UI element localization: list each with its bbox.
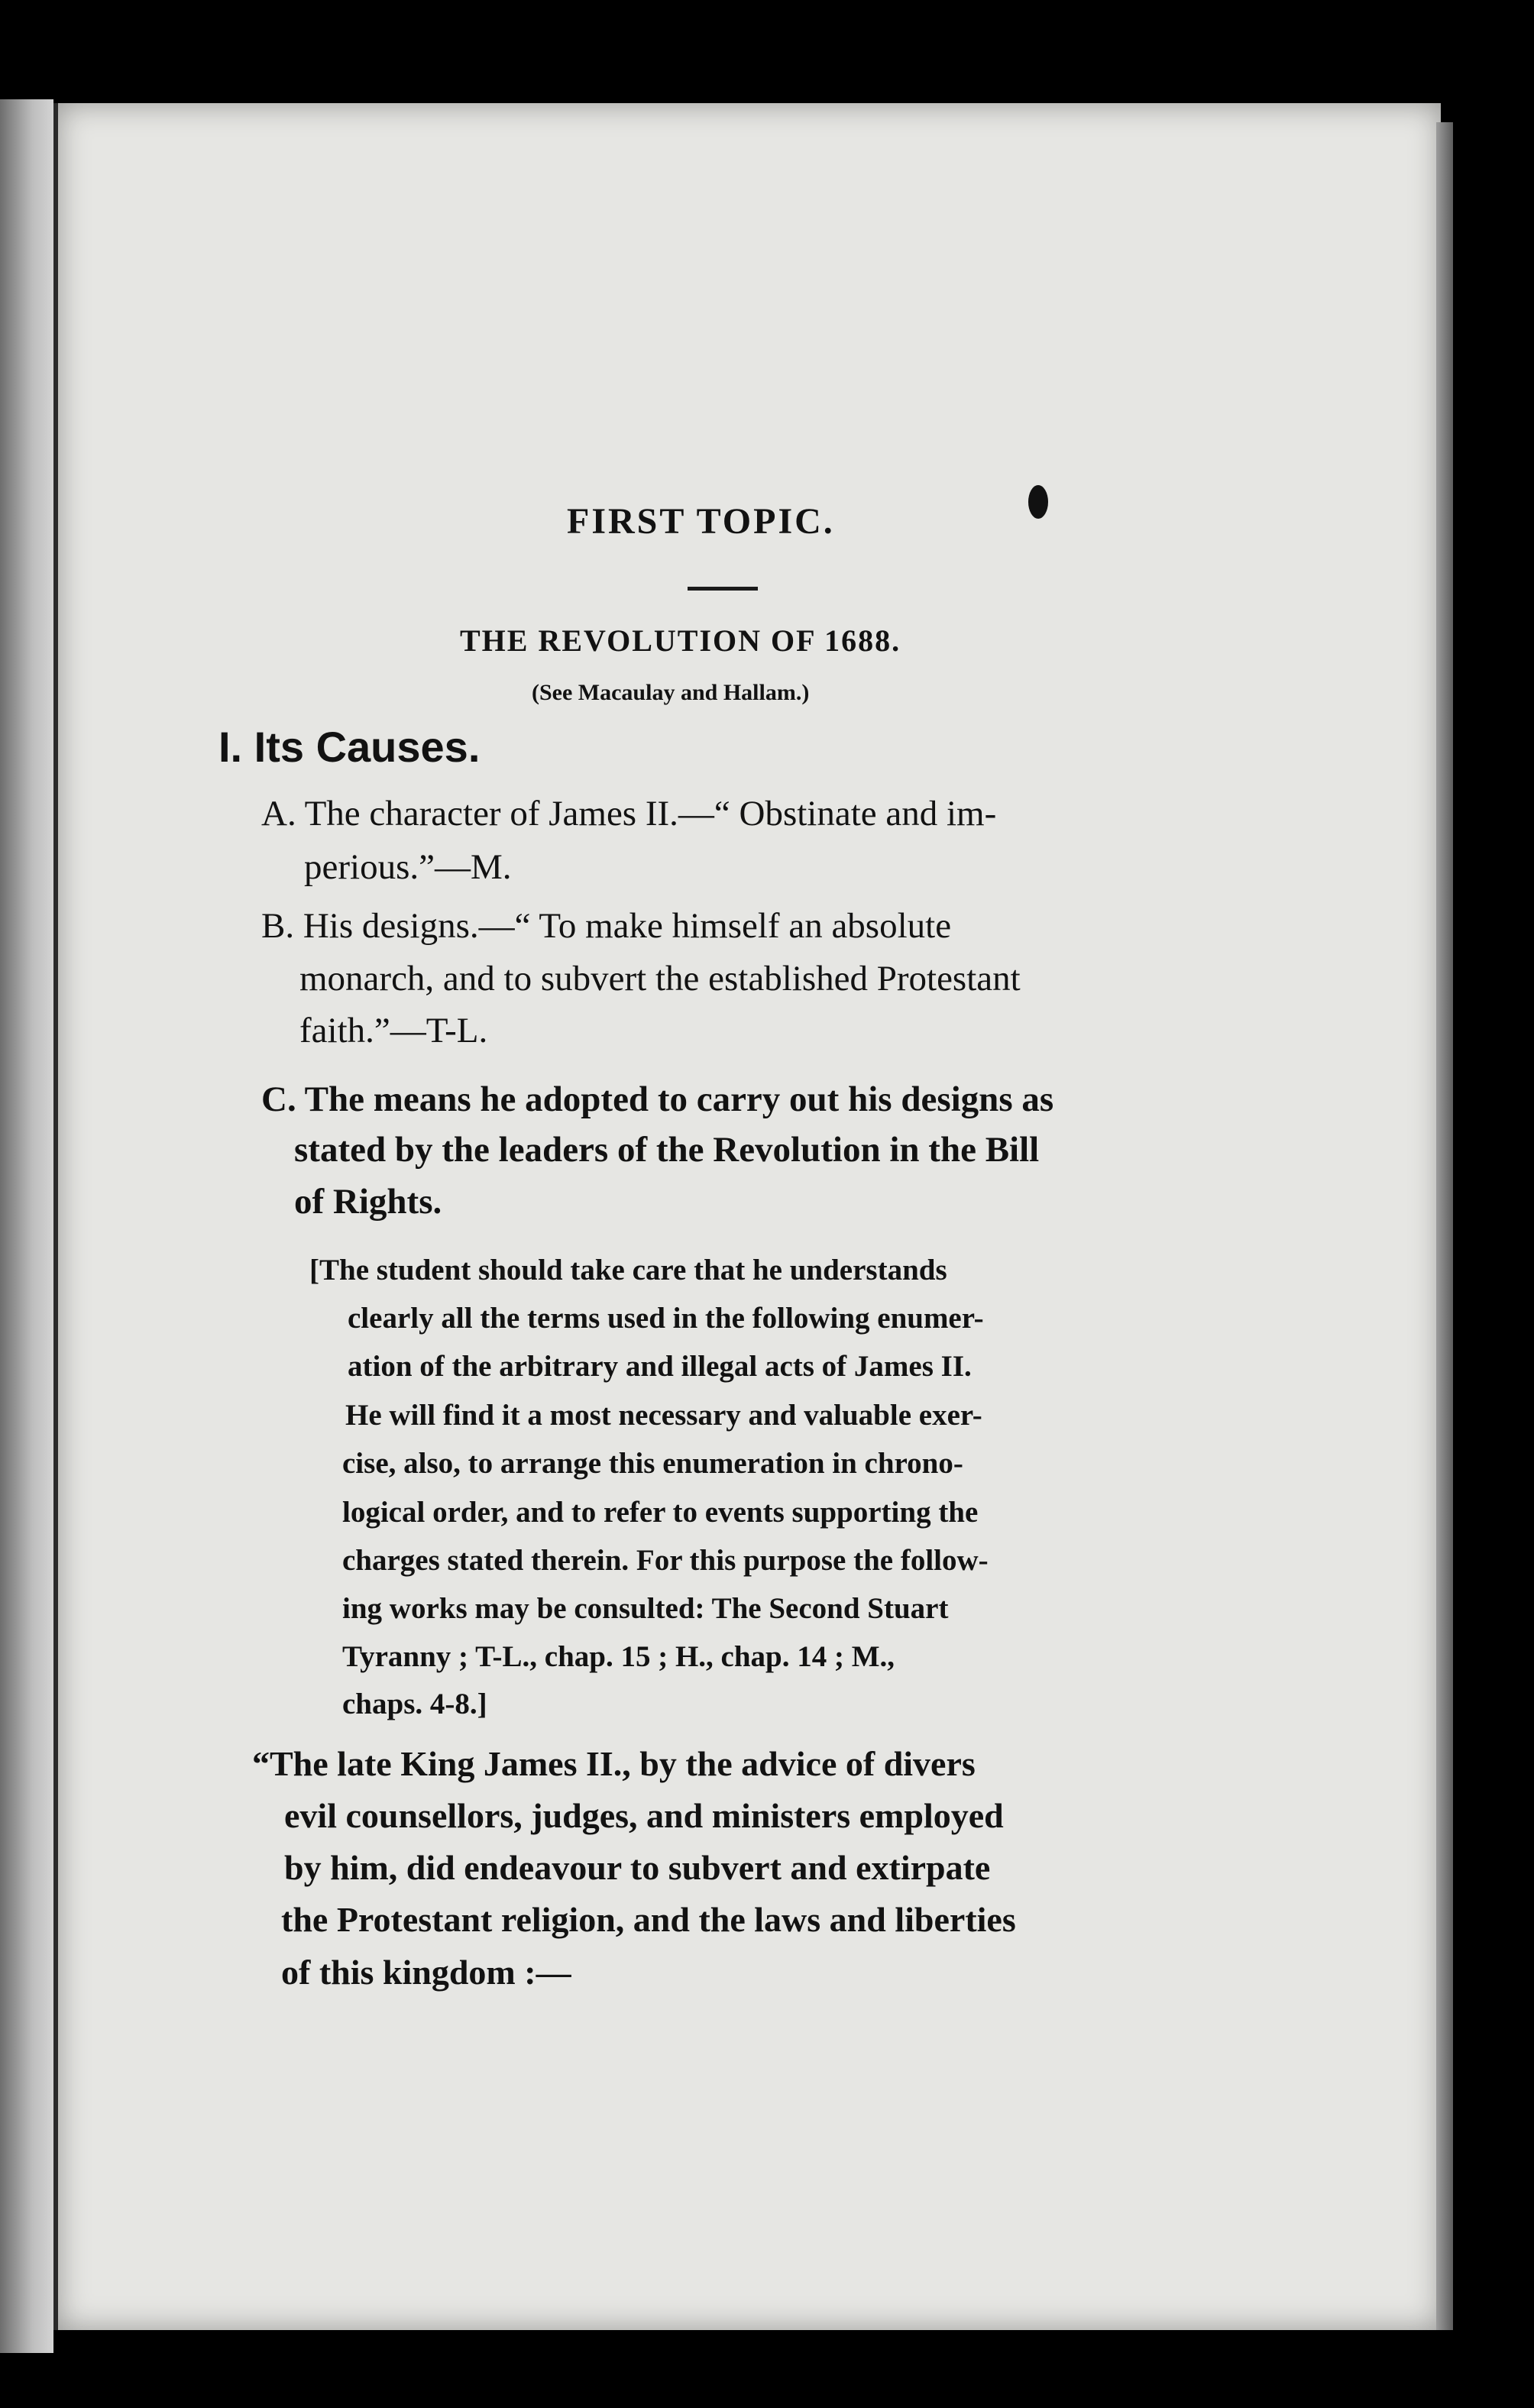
item-b-line: monarch, and to subvert the established Protestant [299,959,1021,998]
page-title: FIRST TOPIC. [567,501,835,542]
note-line: logical order, and to refer to events supporting the [342,1496,979,1529]
quote-line: the Protestant religion, and the laws and liberties [281,1900,1016,1939]
title-divider [688,587,758,591]
item-b-line: B. His designs.—“ To make himself an absolute [261,906,952,946]
item-a-line: perious.”—M. [304,847,512,887]
quote-line: of this kingdom :— [281,1953,571,1992]
section-heading: THE REVOLUTION OF 1688. [460,623,901,658]
item-b-line: faith.”—T-L. [299,1011,488,1050]
ink-blot [1028,485,1048,519]
quote-line: “The late King James II., by the advice of divers [252,1744,976,1783]
quote-line: by him, did endeavour to subvert and extirpate [284,1848,991,1887]
previous-page-edge [0,99,53,2353]
page-right-edge [1436,122,1453,2330]
note-line: clearly all the terms used in the following enumer- [348,1302,984,1335]
book-page [53,103,1441,2330]
heading-causes: I. Its Causes. [218,723,481,771]
note-line: [The student should take care that he understands [309,1254,947,1287]
item-c-line: stated by the leaders of the Revolution in the Bill [294,1130,1040,1170]
note-line: charges stated therein. For this purpose the follow- [342,1544,989,1577]
note-line: cise, also, to arrange this enumeration in chrono- [342,1447,963,1480]
note-line: chaps. 4-8.] [342,1688,487,1720]
note-line: He will find it a most necessary and valuable exer- [345,1399,982,1432]
note-line: ation of the arbitrary and illegal acts of James II. [348,1350,972,1383]
item-c-line: C. The means he adopted to carry out his designs as [261,1079,1054,1119]
item-a-line: A. The character of James II.—“ Obstinate and im- [261,794,997,833]
reference-note: (See Macaulay and Hallam.) [532,680,810,705]
note-line: ing works may be consulted: The Second Stuart [342,1592,949,1625]
note-line: Tyranny ; T-L., chap. 15 ; H., chap. 14 ; M., [342,1640,895,1673]
quote-line: evil counsellors, judges, and ministers employed [284,1796,1004,1835]
item-c-line: of Rights. [294,1182,442,1222]
